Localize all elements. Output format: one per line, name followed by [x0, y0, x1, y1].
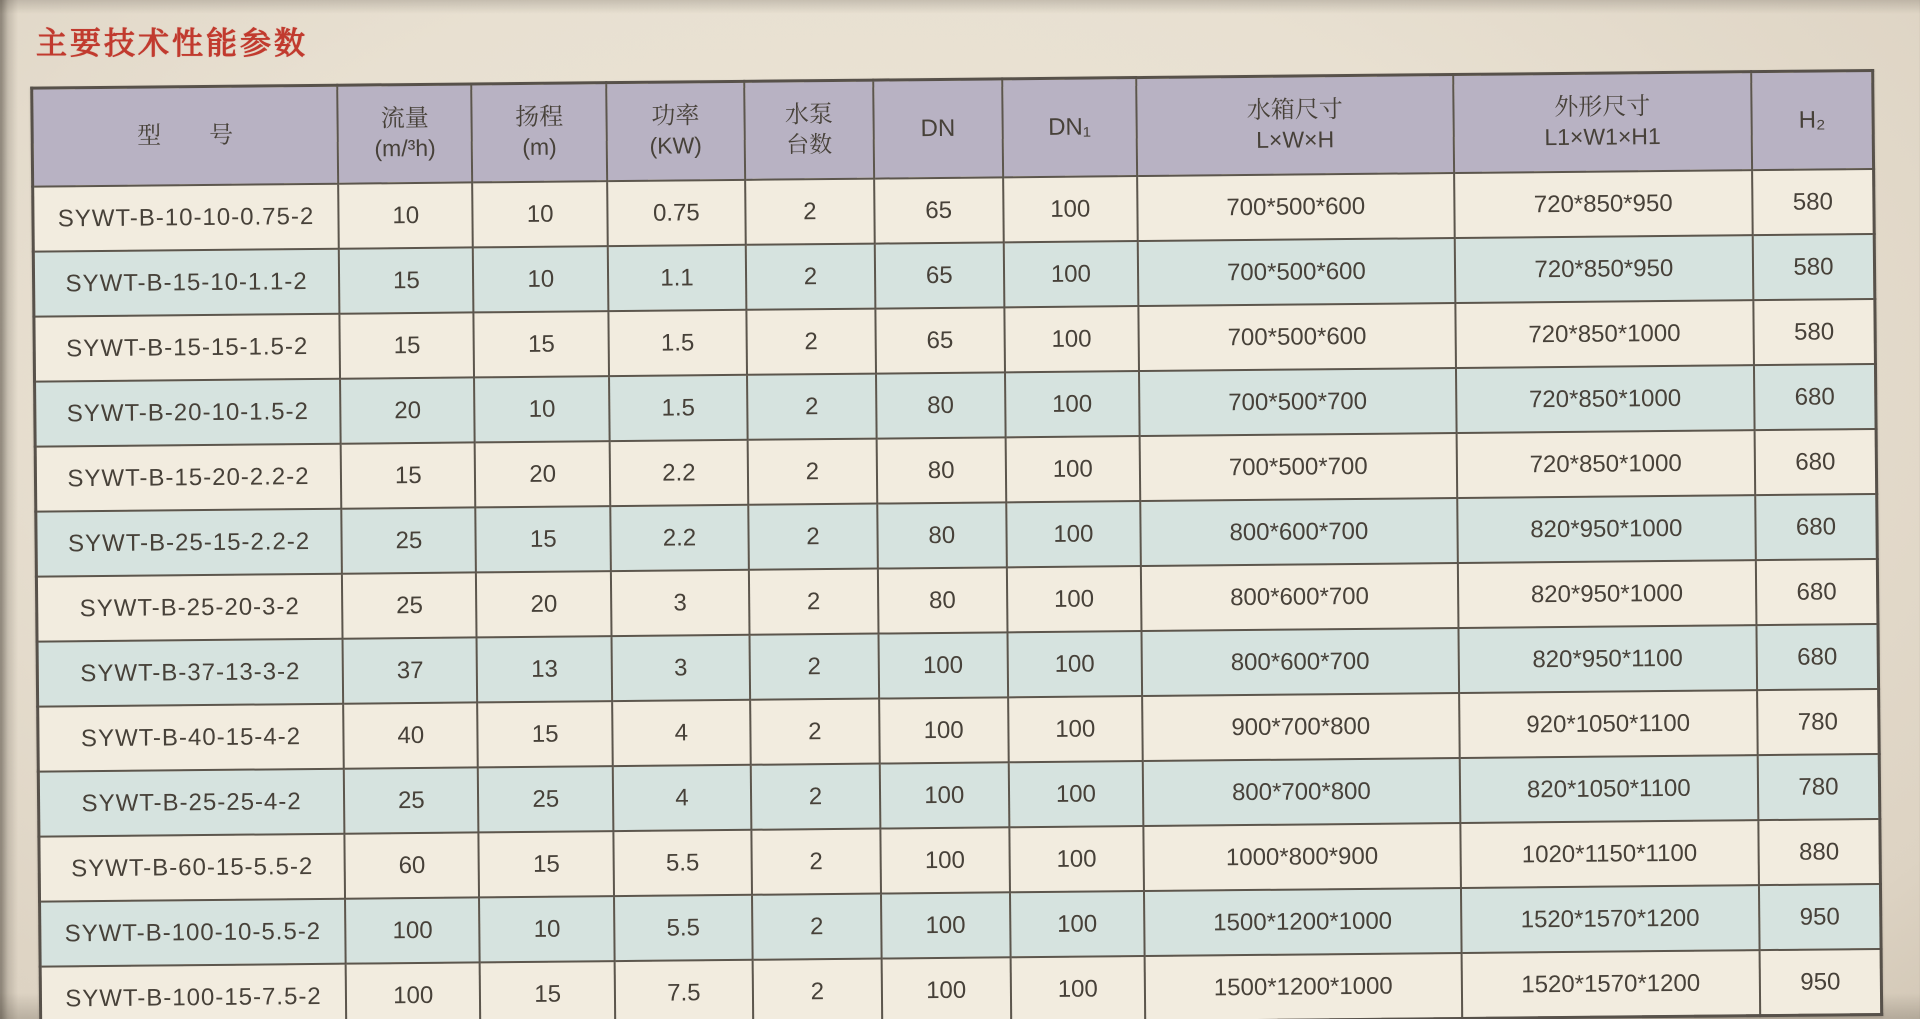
- cell-outer: 720*850*950: [1454, 170, 1753, 238]
- cell-dn1: 100: [1009, 826, 1144, 892]
- cell-head: 10: [473, 181, 608, 247]
- cell-dn1: 100: [1005, 436, 1140, 502]
- cell-dn: 80: [876, 372, 1005, 438]
- cell-tank: 800*600*700: [1142, 628, 1459, 696]
- cell-tank: 800*600*700: [1140, 498, 1457, 566]
- cell-model: SYWT-B-37-13-3-2: [37, 639, 343, 707]
- cell-outer: 820*1050*1100: [1459, 755, 1758, 823]
- cell-outer: 1020*1150*1100: [1460, 820, 1759, 888]
- cell-outer: 720*850*950: [1454, 235, 1753, 303]
- column-unit: (KW): [649, 132, 703, 159]
- cell-power: 1.5: [608, 310, 747, 376]
- cell-pumps: 2: [745, 179, 874, 245]
- cell-dn1: 100: [1007, 566, 1142, 632]
- cell-head: 10: [479, 896, 614, 962]
- cell-pumps: 2: [748, 504, 877, 570]
- cell-tank: 1000*800*900: [1143, 823, 1460, 891]
- cell-model: SYWT-B-15-10-1.1-2: [33, 249, 339, 317]
- cell-head: 20: [476, 571, 611, 637]
- cell-model: SYWT-B-25-15-2.2-2: [36, 509, 342, 577]
- cell-h2: 580: [1752, 169, 1874, 235]
- cell-h2: 880: [1758, 819, 1880, 885]
- cell-dn1: 100: [1007, 631, 1142, 697]
- cell-power: 2.2: [610, 440, 749, 506]
- cell-pumps: 2: [753, 959, 882, 1019]
- column-header-dn1: [1002, 78, 1137, 178]
- cell-dn1: 100: [1008, 761, 1143, 827]
- cell-tank: 900*700*800: [1142, 693, 1459, 761]
- column-header-model: [32, 85, 339, 186]
- cell-pumps: 2: [751, 764, 880, 830]
- cell-flow: 15: [339, 247, 474, 313]
- cell-flow: 60: [344, 832, 479, 898]
- cell-outer: 1520*1570*1200: [1461, 885, 1760, 953]
- cell-h2: 680: [1756, 624, 1878, 690]
- cell-outer: 820*950*1100: [1458, 625, 1757, 693]
- cell-model: SYWT-B-25-25-4-2: [38, 769, 344, 837]
- cell-tank: 700*500*600: [1138, 303, 1455, 371]
- cell-head: 15: [480, 961, 615, 1019]
- column-header-head: [472, 83, 607, 183]
- cell-pumps: 2: [750, 699, 879, 765]
- cell-dn1: 100: [1006, 501, 1141, 567]
- cell-flow: 100: [345, 897, 480, 963]
- cell-h2: 680: [1756, 559, 1878, 625]
- cell-h2: 950: [1759, 884, 1881, 950]
- cell-h2: 680: [1755, 429, 1877, 495]
- cell-model: SYWT-B-40-15-4-2: [38, 704, 344, 772]
- cell-h2: 780: [1758, 754, 1880, 820]
- column-header-power: [606, 81, 745, 181]
- cell-h2: 580: [1753, 299, 1875, 365]
- column-header-outer: [1453, 72, 1752, 173]
- cell-dn1: 100: [1005, 371, 1140, 437]
- cell-h2: 950: [1759, 949, 1881, 1016]
- cell-dn: 80: [877, 502, 1006, 568]
- cell-flow: 25: [344, 767, 479, 833]
- cell-dn: 100: [881, 957, 1010, 1019]
- column-label: 水箱尺寸: [1246, 96, 1343, 125]
- cell-dn1: 100: [1010, 956, 1145, 1019]
- cell-dn1: 100: [1003, 176, 1138, 242]
- column-unit: L×W×H: [1256, 126, 1335, 153]
- cell-dn: 100: [880, 827, 1009, 893]
- cell-head: 10: [473, 246, 608, 312]
- cell-dn: 100: [879, 697, 1008, 763]
- cell-dn: 100: [881, 892, 1010, 958]
- cell-power: 2.2: [610, 505, 749, 571]
- cell-model: SYWT-B-15-15-1.5-2: [34, 314, 340, 382]
- cell-model: SYWT-B-20-10-1.5-2: [35, 379, 341, 447]
- cell-power: 5.5: [613, 830, 752, 896]
- cell-pumps: 2: [749, 569, 878, 635]
- cell-tank: 800*700*800: [1143, 758, 1460, 826]
- cell-dn: 65: [874, 177, 1003, 243]
- cell-power: 4: [613, 765, 752, 831]
- cell-tank: 700*500*600: [1137, 173, 1454, 241]
- column-unit: L1×W1×H1: [1544, 123, 1661, 151]
- cell-head: 10: [475, 376, 610, 442]
- cell-tank: 800*600*700: [1141, 563, 1458, 631]
- cell-head: 15: [476, 506, 611, 572]
- cell-power: 1.5: [609, 375, 748, 441]
- cell-outer: 720*850*1000: [1455, 300, 1754, 368]
- cell-pumps: 2: [749, 634, 878, 700]
- cell-h2: 680: [1755, 494, 1877, 560]
- column-label: 外形尺寸: [1554, 93, 1651, 122]
- column-label: 水泵: [784, 100, 834, 129]
- cell-dn: 100: [878, 632, 1007, 698]
- cell-outer: 920*1050*1100: [1459, 690, 1758, 758]
- cell-head: 15: [479, 831, 614, 897]
- cell-head: 13: [477, 636, 612, 702]
- cell-dn1: 100: [1010, 891, 1145, 957]
- cell-power: 3: [611, 635, 750, 701]
- cell-flow: 25: [341, 507, 476, 573]
- column-label: DN₁: [1047, 113, 1092, 141]
- cell-dn: 80: [876, 437, 1005, 503]
- column-unit: (m): [522, 133, 557, 160]
- cell-model: SYWT-B-15-20-2.2-2: [35, 444, 341, 512]
- cell-tank: 700*500*700: [1139, 368, 1456, 436]
- cell-dn1: 100: [1004, 306, 1139, 372]
- cell-model: SYWT-B-100-15-7.5-2: [40, 964, 346, 1019]
- cell-outer: 720*850*1000: [1456, 365, 1755, 433]
- cell-h2: 780: [1757, 689, 1879, 755]
- column-label: 扬程: [515, 103, 564, 132]
- cell-power: 4: [612, 700, 751, 766]
- column-label: 型 号: [137, 121, 234, 150]
- column-label: 流量: [380, 104, 429, 133]
- cell-power: 1.1: [608, 245, 747, 311]
- column-header-dn: [873, 79, 1003, 179]
- cell-outer: 820*950*1000: [1458, 560, 1757, 628]
- cell-tank: 700*500*600: [1138, 238, 1455, 306]
- cell-tank: 700*500*700: [1140, 433, 1457, 501]
- cell-tank: 1500*1200*1000: [1145, 953, 1462, 1019]
- cell-pumps: 2: [746, 244, 875, 310]
- cell-pumps: 2: [751, 829, 880, 895]
- column-header-h2: [1751, 70, 1874, 170]
- cell-flow: 15: [339, 312, 474, 378]
- spec-table-wrap: [30, 69, 1883, 1017]
- cell-h2: 580: [1753, 234, 1875, 300]
- cell-pumps: 2: [747, 374, 876, 440]
- table-body: [33, 169, 1882, 1019]
- column-unit: (m/³h): [374, 134, 436, 162]
- header-row: [32, 70, 1874, 186]
- column-header-flow: [337, 84, 472, 184]
- cell-model: SYWT-B-60-15-5.5-2: [39, 834, 345, 902]
- cell-flow: 37: [343, 637, 478, 703]
- cell-head: 20: [475, 441, 610, 507]
- cell-dn: 65: [875, 242, 1004, 308]
- cell-dn1: 100: [1008, 696, 1143, 762]
- cell-tank: 1500*1200*1000: [1144, 888, 1461, 956]
- cell-model: SYWT-B-100-10-5.5-2: [40, 899, 346, 967]
- column-header-tank: [1136, 75, 1454, 177]
- cell-model: SYWT-B-25-20-3-2: [36, 574, 342, 642]
- column-label: H₂: [1798, 106, 1826, 134]
- cell-power: 7.5: [615, 960, 754, 1019]
- cell-outer: 720*850*1000: [1456, 430, 1755, 498]
- column-label: 功率: [651, 102, 700, 130]
- cell-power: 0.75: [607, 180, 746, 246]
- cell-head: 15: [474, 311, 609, 377]
- cell-dn: 100: [880, 762, 1009, 828]
- cell-flow: 100: [346, 962, 481, 1019]
- cell-flow: 40: [343, 702, 478, 768]
- cell-pumps: 2: [746, 309, 875, 375]
- cell-outer: 1520*1570*1200: [1461, 950, 1760, 1018]
- cell-h2: 680: [1754, 364, 1876, 430]
- cell-flow: 10: [338, 182, 473, 248]
- cell-dn: 80: [878, 567, 1007, 633]
- cell-flow: 20: [340, 377, 475, 443]
- column-header-pumps: [744, 80, 874, 180]
- cell-flow: 25: [342, 572, 477, 638]
- cell-power: 3: [611, 570, 750, 636]
- cell-flow: 15: [341, 442, 476, 508]
- spec-table: [30, 69, 1883, 1019]
- cell-dn1: 100: [1003, 241, 1138, 307]
- cell-head: 25: [478, 766, 613, 832]
- column-unit: 台数: [786, 130, 833, 158]
- table-header: [32, 70, 1874, 186]
- cell-outer: 820*950*1000: [1457, 495, 1756, 563]
- cell-model: SYWT-B-10-10-0.75-2: [33, 184, 339, 252]
- cell-pumps: 2: [752, 894, 881, 960]
- cell-power: 5.5: [614, 895, 753, 961]
- page-title: 主要技术性能参数: [36, 26, 308, 61]
- column-label: DN: [920, 114, 956, 143]
- cell-pumps: 2: [748, 439, 877, 505]
- cell-dn: 65: [875, 307, 1004, 373]
- cell-head: 15: [478, 701, 613, 767]
